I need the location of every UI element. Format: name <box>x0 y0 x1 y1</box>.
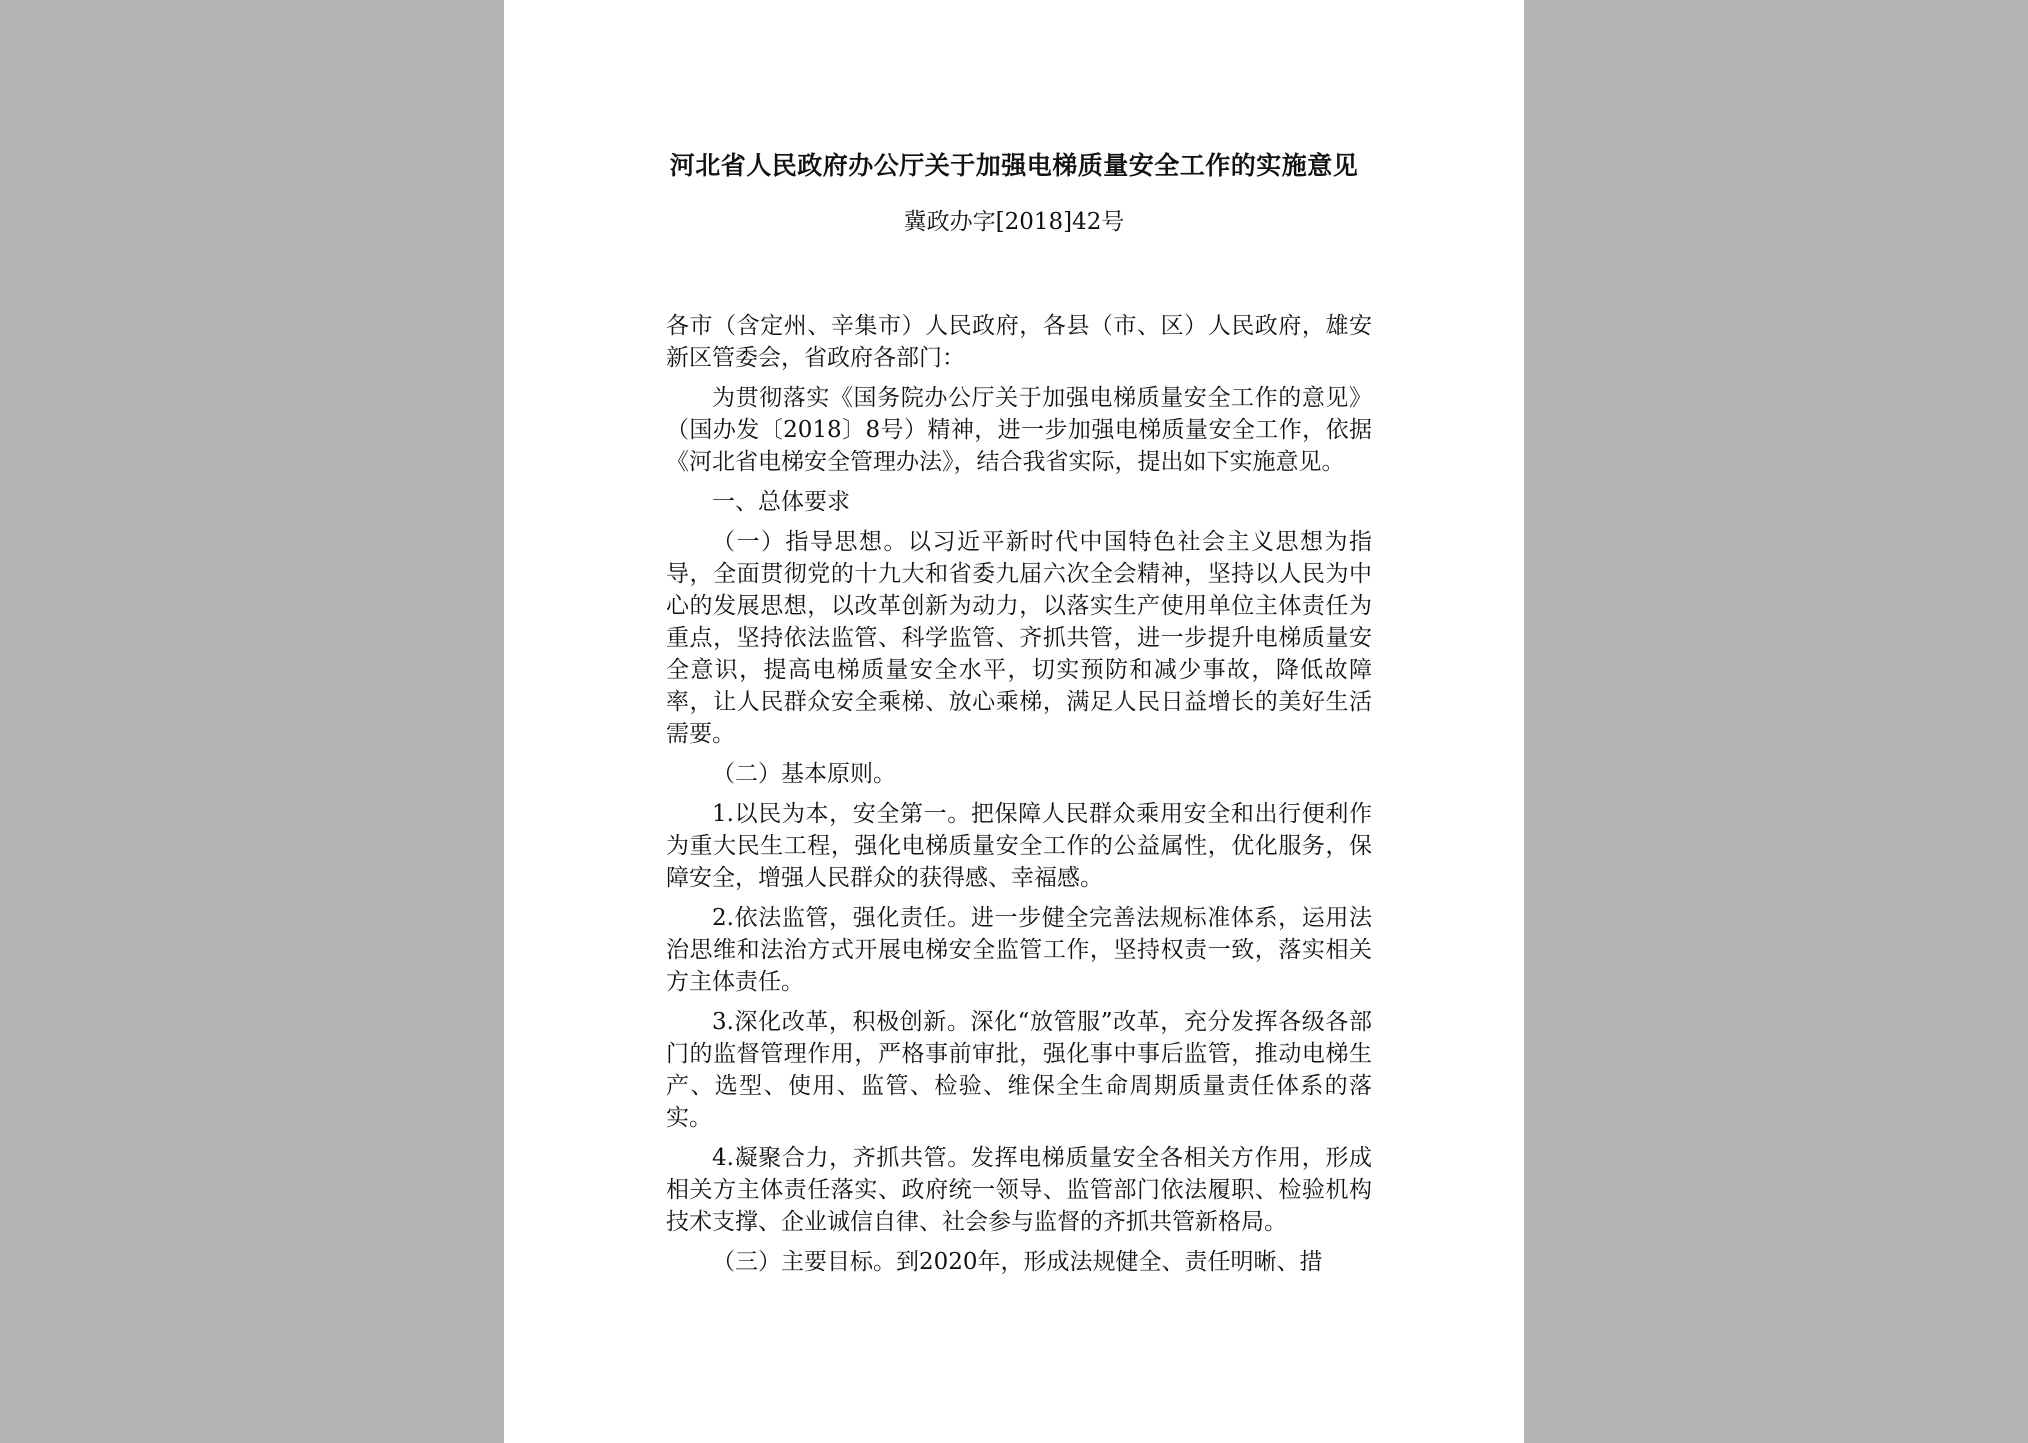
paragraph-principle-4: 4.凝聚合力，齐抓共管。发挥电梯质量安全各相关方作用，形成相关方主体责任落实、政府统一领导、监管部门依法履职、检验机构技术支撑、企业诚信自律、社会参与监督的齐抓共管新格局。 <box>666 1145 1372 1235</box>
paragraph-principle-1: 1.以民为本，安全第一。把保障人民群众乘用安全和出行便利作为重大民生工程，强化电梯质量安全工作的公益属性，优化服务，保障安全，增强人民群众的获得感、幸福感。 <box>666 801 1372 891</box>
paragraph-main-goals: （三）主要目标。到2020年，形成法规健全、责任明晰、措 <box>712 1249 1323 1275</box>
document-number: 冀政办字[2018]42号 <box>903 209 1125 235</box>
paragraph-intro: 为贯彻落实《国务院办公厅关于加强电梯质量安全工作的意见》（国办发〔2018〕8号）精神，进一步加强电梯质量安全工作，依据《河北省电梯安全管理办法》，结合我省实际，提出如下实施意见。 <box>666 385 1372 475</box>
document-page <box>504 0 1524 1443</box>
paragraph-basic-principles: （二）基本原则。 <box>712 761 896 787</box>
paragraph-principle-3: 3.深化改革，积极创新。深化“放管服”改革，充分发挥各级各部门的监督管理作用，严格事前审批，强化事中事后监管，推动电梯生产、选型、使用、监管、检验、维保全生命周期质量责任体系的落实。 <box>666 1009 1372 1131</box>
document-title: 河北省人民政府办公厅关于加强电梯质量安全工作的实施意见 <box>669 151 1359 180</box>
paragraph-guiding-ideology: （一）指导思想。以习近平新时代中国特色社会主义思想为指导，全面贯彻党的十九大和省委九届六次全会精神，坚持以人民为中心的发展思想，以改革创新为动力，以落实生产使用单位主体责任为重点，坚持依法监管、科学监管、齐抓共管，进一步提升电梯质量安全意识，提高电梯质量安全水平，切实预防和减少事故，降低故障率，让人民群众安全乘梯、放心乘梯，满足人民日益增长的美好生活需要。 <box>666 529 1372 747</box>
document-body <box>666 310 1372 1286</box>
paragraph-principle-2: 2.依法监管，强化责任。进一步健全完善法规标准体系，运用法治思维和法治方式开展电梯安全监管工作，坚持权责一致，落实相关方主体责任。 <box>666 905 1372 995</box>
addressee: 各市（含定州、辛集市）人民政府，各县（市、区）人民政府，雄安新区管委会，省政府各部门： <box>666 313 1372 371</box>
section-heading: 一、总体要求 <box>712 489 850 515</box>
